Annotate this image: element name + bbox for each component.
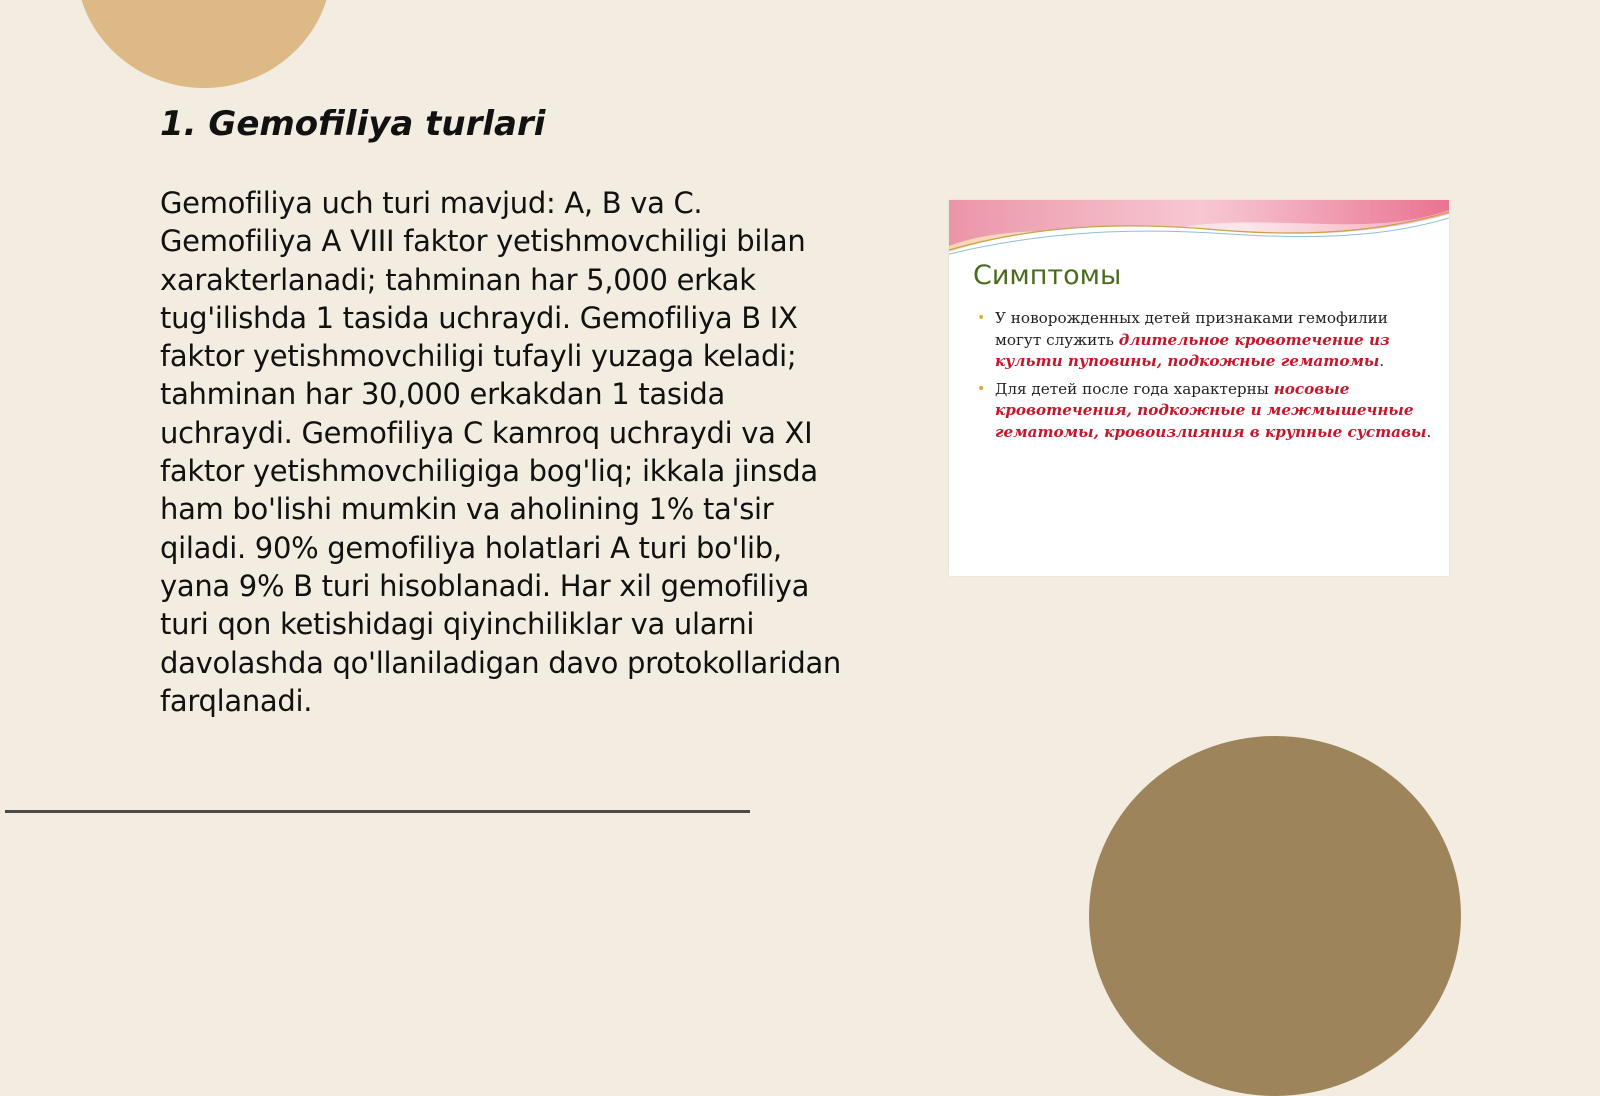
bullet-end: .	[1379, 352, 1385, 371]
bullet-dot-icon: •	[977, 380, 986, 397]
decorative-circle-top	[76, 0, 332, 88]
bullet-highlight: длительное кровотечение из культи пуповины, подкожные гематомы	[995, 330, 1390, 371]
bullet-text: Для детей после года характерны	[995, 379, 1274, 398]
wave-header-graphic	[949, 200, 1449, 260]
embedded-slide-image	[949, 200, 1449, 576]
embedded-slide-title: Симптомы	[973, 260, 1122, 291]
slide-body-text: Gemofiliya uch turi mavjud: A, B va C. Gemofiliya A VIII faktor yetishmovchiligi bilan xarakterlanadi; tahminan har 5,000 erkak tug'ilishda 1 tasida uchraydi. Gemofiliya B IX faktor yetishmovchiligi tufayli yuzaga keladi; tahminan har 30,000 erkakdan 1 tasida uchraydi. Gemofiliya C kamroq uchraydi va XI faktor yetishmovchiligiga bog'liq; ikkala jinsda ham bo'lishi mumkin va aholining 1% ta'sir qiladi. 90% gemofiliya holatlari A turi bo'lib, yana 9% B turi hisoblanadi. Har xil gemofiliya turi qon ketishidagi qiyinchiliklar va ularni davolashda qo'llaniladigan davo protokollaridan farqlanadi.	[160, 186, 841, 718]
bullet-end: .	[1426, 422, 1432, 441]
decorative-circle-bottom	[1089, 736, 1461, 1096]
bullet-highlight: носовые кровотечения, подкожные и межмышечные гематомы, кровоизлияния в крупные суставы	[995, 379, 1427, 441]
embedded-slide-bullets	[977, 308, 1437, 450]
list-item	[977, 379, 1437, 444]
bullet-text: У новорожденных детей признаками гемофилии могут служить	[995, 309, 1388, 349]
list-item	[977, 308, 1437, 373]
divider-line	[5, 810, 750, 813]
slide-title: 1. Gemofiliya turlari	[160, 104, 546, 144]
bullet-dot-icon: •	[977, 310, 986, 326]
